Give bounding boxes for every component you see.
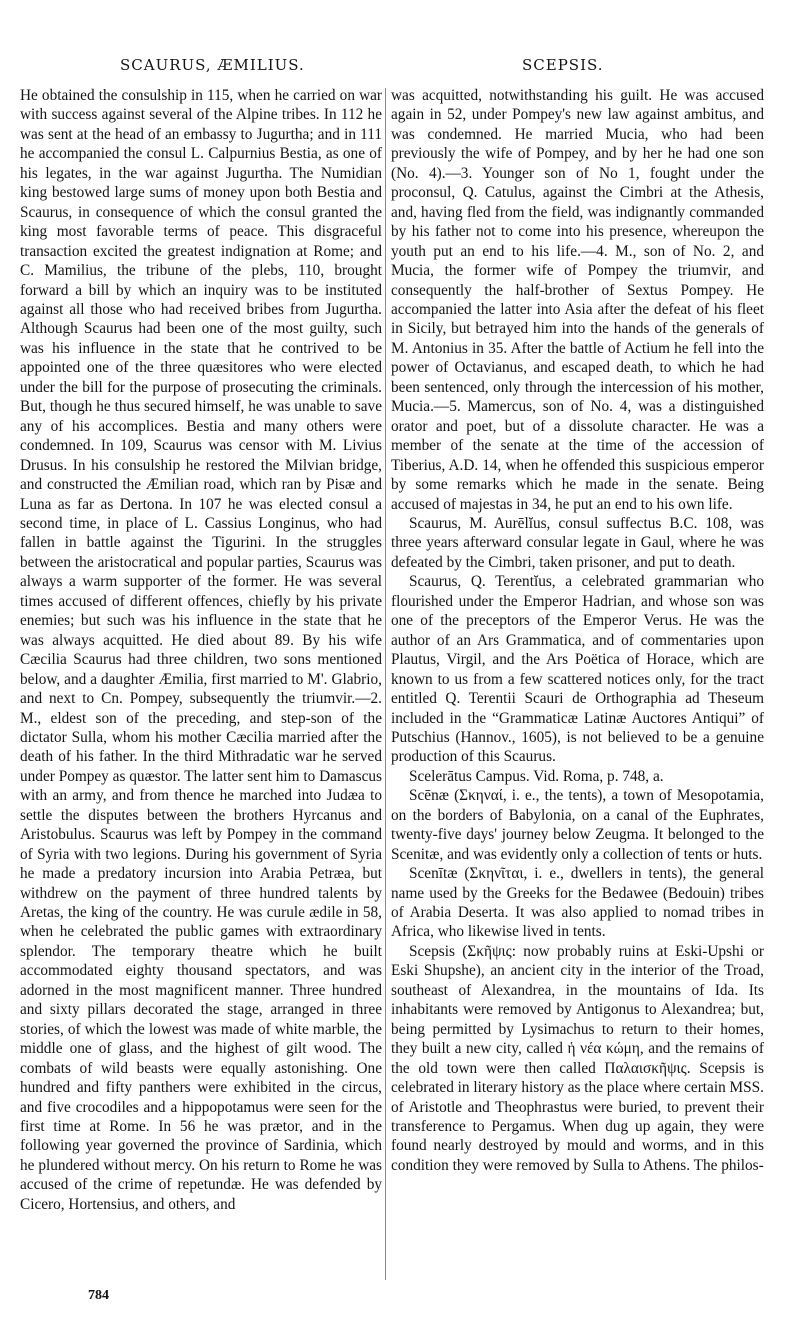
left-column xyxy=(20,86,382,1286)
running-head-right: SCEPSIS. xyxy=(522,56,604,74)
column-divider xyxy=(385,88,386,1280)
page-number: 784 xyxy=(88,1288,109,1303)
entry-text: was acquitted, notwithstanding his guilt. He was accused again in 52, under Pompey's new law against ambitus, and was condemned. He married Mucia, who had been previously the wife of Pompey, and by her he had one son (No. 4).—3. Younger son of No 1, fought under the proconsul, Q. Catulus, against the Cimbri at the Athesis, and, having fled from the field, was indignantly commanded by his father not to come into his presence, whereupon the youth put an end to his life.—4. M., son of No. 2, and Mucia, the former wife of Pompey the triumvir, and consequently the half-brother of Sextus Pompey. He accompanied the latter into Asia after the defeat of his fleet in Sicily, but betrayed him into the hands of the generals of M. Antonius in 35. After the battle of Actium he fell into the power of Octavianus, and escaped death, to which he had been sentenced, only through the intercession of his mother, Mucia.—5. Mamercus, son of No. 4, was a distinguished orator and poet, but of a dissolute character. He was a member of the senate at the time of the accession of Tiberius, A.D. 14, when he offended this suspicious emperor by some remarks which he made in the senate. Being accused of majestas in 34, he put an end to his own life. xyxy=(391,87,764,513)
entry-text: He obtained the consulship in 115, when he carried on war with success against several of the Alpine tribes. In 112 he was sent at the head of an embassy to Jugurtha; and in 111 he accompanied the consul L. Calpurnius Bestia, as one of his legates, in the war against Jugurtha. The Numidian king bestowed large sums of money upon both Bestia and Scaurus, in consequence of which the consul granted the king most favorable terms of peace. This disgraceful transaction excited the greatest indignation at Rome; and C. Mamilius, the tribune of the plebs, 110, brought forward a bill by which an inquiry was to be instituted against all those who had received bribes from Jugurtha. Although Scaurus had been one of the most guilty, such was his influence in the state that he contrived to be appointed one of the three quæsitores who were elected under the bill for the purpose of prosecuting the criminals. But, though he thus secured himself, he was unable to save any of his accomplices. Bestia and many others were condemned. In 109, Scaurus was censor with M. Livius Drusus. In his consulship he restored the Milvian bridge, and constructed the Æmilian road, which ran by Pisæ and Luna as far as Dertona. In 107 he was elected consul a second time, in place of L. Cassius Longinus, who had fallen in battle against the Tigurini. In the struggles between the aristocratical and popular parties, Scaurus was always a warm supporter of the former. He was several times accused of different offences, chiefly by his private enemies; but such was his influence in the state that he was always acquitted. He died about 89. By his wife Cæcilia Scaurus had three children, two sons mentioned below, and a daughter Æmilia, first married to M'. Glabrio, and next to Cn. Pompey, subsequently the triumvir.—2. M., eldest son of the preceding, and step-son of the dictator Sulla, whom his mother Cæcilia married after the death of his father. In the third Mithradatic war he served under Pompey as quæstor. The latter sent him to Damascus with an army, and from thence he marched into Judæa to settle the disputes between the brothers Hyrcanus and Aristobulus. Scaurus was left by Pompey in the command of Syria with two legions. During his government of Syria he made a predatory incursion into Arabia Petræa, but withdrew on the payment of three hundred talents by Aretas, the king of the country. He was curule ædile in 58, when he celebrated the public games with extraordinary splendor. The temporary theatre which he built accommodated eighty thousand spectators, and was adorned in the most magnificent manner. Three hundred and sixty pillars decorated the stage, arranged in three stories, of which the lowest was made of white marble, the middle one of glass, and the highest of gilt wood. The combats of wild beasts were equally astonishing. One hundred and fifty panthers were exhibited in the circus, and five crocodiles and a hippopotamus were seen for the first time at Rome. In 56 he was prætor, and in the following year governed the province of Sardinia, which he plundered without mercy. On his return to Rome he was accused of the crime of repetundæ. He was defended by Cicero, Hortensius, and others, and xyxy=(20,87,382,1213)
right-column xyxy=(391,86,764,1286)
running-head-left: SCAURUS, ÆMILIUS. xyxy=(120,56,305,74)
entry-scepsis: Scepsis (Σκῆψις: now probably ruins at Eski-Upshi or Eski Shupshe), an ancient city in the interior of the Troad, southeast of Alexandrea, in the mountains of Ida. Its inhabitants were removed by Antigonus to Alexandrea; but, being permitted by Lysimachus to return to their homes, they built a new city, called ἡ νέα κώμη, and the remains of the old town were then called Παλαισκῆψις. Scepsis is celebrated in literary history as the place where certain MSS. of Aristotle and Theophrastus were buried, to prevent their transference to Pergamus. When dug up again, they were found nearly destroyed by mould and worms, and in this condition they were removed by Sulla to Athens. The philos- xyxy=(391,942,764,1174)
running-head xyxy=(0,56,800,80)
entry-sceleratus-campus: Scelerātus Campus. Vid. Roma, p. 748, a. xyxy=(409,767,664,785)
entry-scenitae: Scenītæ (Σκηνῖται, i. e., dwellers in tents), the general name used by the Greeks for the Bedawee (Bedouin) tribes of Arabia Deserta. It was also applied to nomad tribes in Africa, who likewise lived in tents. xyxy=(391,865,764,941)
entry-scaurus-aurelius: Scaurus, M. Aurēlĭus, consul suffectus B.C. 108, was three years afterward consular legate in Gaul, where he was defeated by the Cimbri, taken prisoner, and put to death. xyxy=(391,514,764,571)
entry-scenae: Scēnæ (Σκηναί, i. e., the tents), a town of Mesopotamia, on the borders of Babylonia, on a canal of the Euphrates, twenty-five days' journey below Zeugma. It belonged to the Scenitæ, and was evidently only a collection of tents or huts. xyxy=(391,787,764,863)
entry-scaurus-terentius: Scaurus, Q. Terentĭus, a celebrated grammarian who flourished under the Emperor Hadrian, and whose son was one of the preceptors of the Emperor Verus. He was the author of an Ars Grammatica, and of commentaries upon Plautus, Virgil, and the Ars Poëtica of Horace, which are known to us from a few scattered notices only, for the tract entitled Q. Terentii Scauri de Orthographia ad Theseum included in the “Grammaticæ Latinæ Auctores Antiqui” of Putschius (Hannov., 1605), is not believed to be a genuine production of this Scaurus. xyxy=(391,573,764,766)
